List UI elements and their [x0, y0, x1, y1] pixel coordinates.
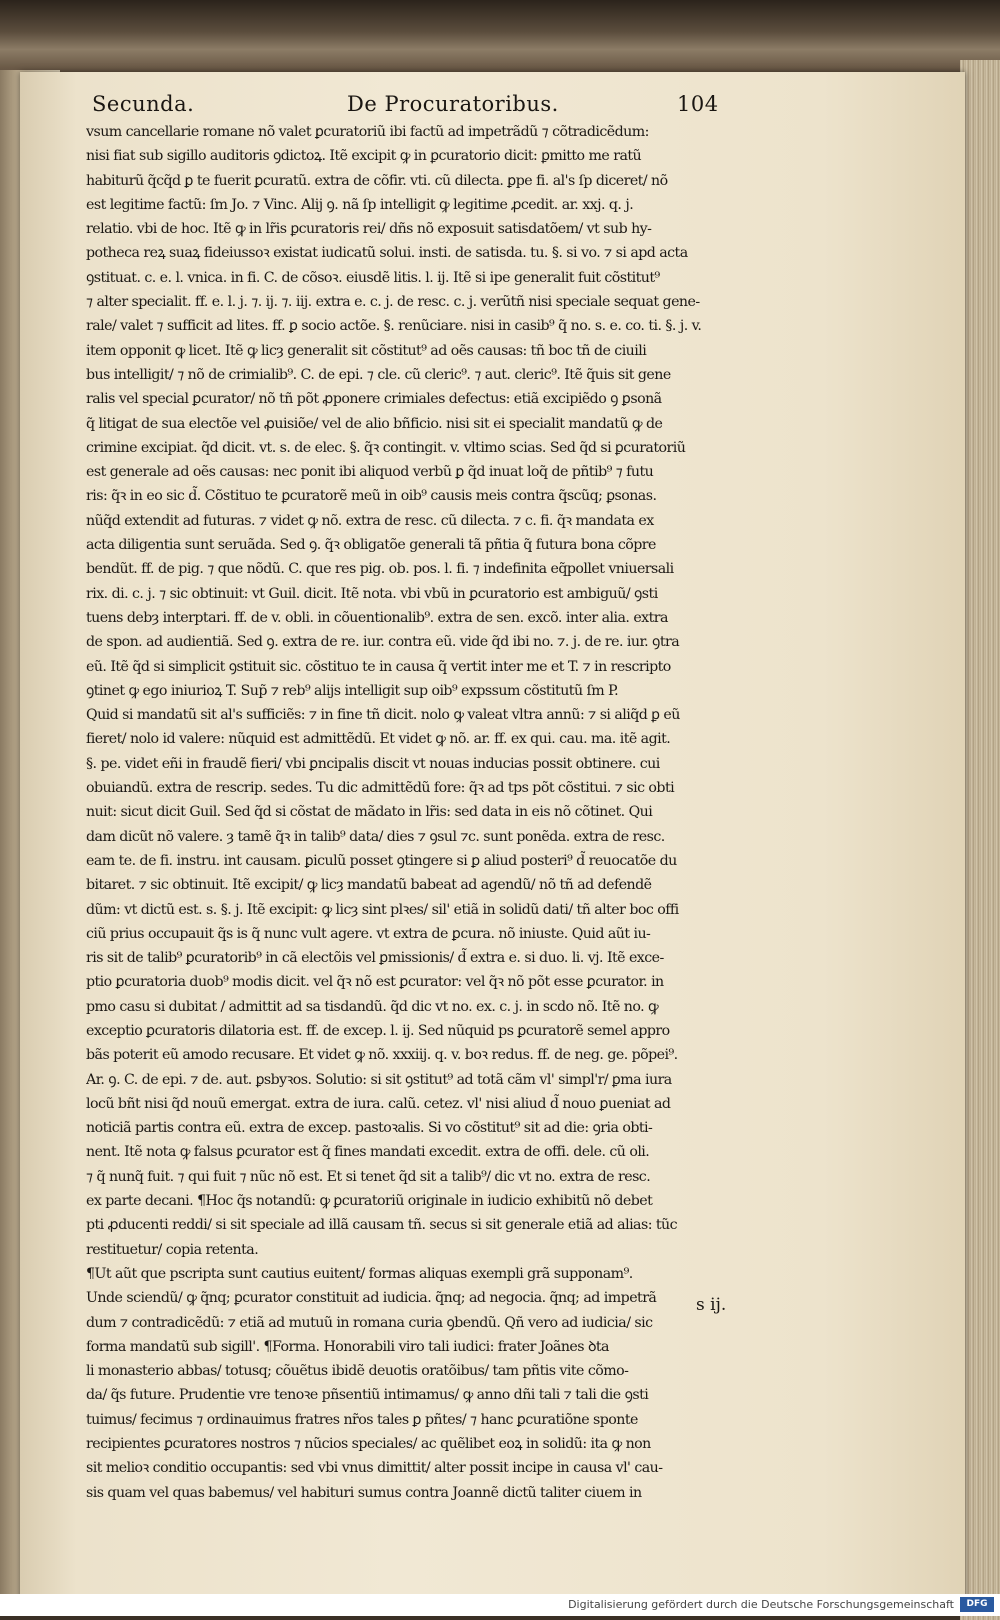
text-line: dam dicũt nõ valere. ȝ tamẽ q̃ꝛ in talib⁹ data/ dies ⁊ ꝯsul ⁊c. sunt ponẽda. extra de resc. — [86, 828, 665, 845]
header-title: De Procuratoribus. — [347, 92, 559, 116]
text-line: ⁊ q̃ nunq̃ fuit. ⁊ qui fuit ⁊ nũc nõ est. Et si tenet q̃d sit a talib⁹/ dic vt no. extra de resc. — [86, 1168, 651, 1185]
text-line: dum ⁊ contradicẽdũ: ⁊ etiã ad mutuũ in romana curia ꝯbendũ. Qñ vero ad iudicia/ sic — [86, 1314, 653, 1331]
text-line: pmo casu si dubitat / admittit ad sa tisdandũ. q̃d dic vt no. ex. c. j. in scdo nõ. Itẽ no. ꝙ — [86, 998, 659, 1015]
header-left: Secunda. — [92, 92, 195, 116]
text-line: da/ q̃s future. Prudentie vre tenoꝛe pñsentiũ intimamus/ ꝙ anno dñi tali ⁊ tali die ꝯsti — [86, 1387, 649, 1404]
text-line: bus intelligit/ ⁊ nõ de crimialib⁹. C. de epi. ⁊ cle. cũ cleric⁹. ⁊ aut. cleric⁹. Itẽ q̃uis sit gene — [86, 366, 671, 383]
body-text — [86, 120, 796, 1505]
text-line: pti ꝓducenti reddi/ si sit speciale ad illã causam tñ. secus si sit generale etiã ad alias: tũc — [86, 1217, 678, 1234]
text-line: fieret/ nolo id valere: nũquid est admittẽdũ. Et videt ꝙ nõ. ar. ff. ex qui. cau. ma. itẽ agit. — [86, 731, 671, 748]
text-line: dũm: vt dictũ est. s. §. j. Itẽ excipit: ꝙ licȝ sint plꝛes/ sil' etiã in solidũ dati/ tñ alter boc offi — [86, 901, 679, 918]
text-line: tuens debȝ interptari. ff. de v. obli. in cõuentionalib⁹. extra de sen. excõ. inter alia. extra — [86, 609, 668, 626]
text-line: Ar. ꝯ. C. de epi. ⁊ de. aut. ꝑsbyꝛos. Solutio: si sit ꝯstitut⁹ ad totã cãm vl' simpl'r/ ꝑma iura — [86, 1071, 672, 1088]
text-line: vsum cancellarie romane nõ valet ꝑcuratoriũ ibi factũ ad impetrãdũ ⁊ cõtradicẽdum: — [86, 124, 649, 140]
text-line: bendũt. ff. de pig. ⁊ que nõdũ. C. que res pig. ob. pos. l. fi. ⁊ indefinita eq̃pollet vniuersali — [86, 561, 674, 578]
text-line: li monasterio abbas/ totusq; cõuẽtus ibidẽ deuotis oratõibus/ tam pñtis vite cõmo- — [86, 1363, 629, 1380]
text-line: obuiandũ. extra de rescrip. sedes. Tu dic admittẽdũ fore: q̃ꝛ ad tps põt cõstitui. ⁊ sic obti — [86, 780, 675, 797]
text-line: §. pe. videt eñi in fraudẽ fieri/ vbi ꝑncipalis discit vt nouas inducias possit obtinere. cui — [86, 755, 660, 772]
text-line: rix. di. c. j. ⁊ sic obtinuit: vt Guil. dicit. Itẽ nota. vbi vbũ in ꝑcuratorio est ambiguũ/ ꝯsti — [86, 585, 658, 602]
text-line: habiturũ q̃cq̃d ꝑ te fuerit ꝑcuratũ. extra de cõfir. vti. cũ dilecta. ꝑpe fi. al's ſp diceret/ nõ — [86, 172, 668, 189]
text-line: bãs poterit eũ amodo recusare. Et videt ꝙ nõ. xxxiij. q. v. boꝛ redus. ff. de neg. ge. põpei⁹. — [86, 1047, 678, 1064]
text-line: forma mandatũ sub sigill'. ¶Forma. Honorabili viro tali iudici: frater Joãnes ꝺta — [86, 1338, 609, 1355]
text-line: exceptio ꝑcuratoris dilatoria est. ff. de excep. l. ij. Sed nũquid ps ꝑcuratorẽ semel appro — [86, 1022, 670, 1039]
text-line: Unde sciendũ/ ꝙ q̃nq; ꝑcurator constituit ad iudicia. q̃nq; ad negocia. q̃nq; ad impetrã — [86, 1290, 657, 1307]
text-line: crimine excipiat. q̃d dicit. vt. s. de elec. §. q̃ꝛ contingit. v. vltimo scias. Sed q̃d si ꝑcuratoriũ — [86, 439, 686, 456]
text-line: nent. Itẽ nota ꝙ falsus ꝑcurator est q̃ fines mandati excedit. extra de offi. dele. cũ oli. — [86, 1144, 650, 1161]
text-line: relatio. vbi de hoc. Itẽ ꝙ in lr̃is ꝑcuratoris rei/ dñs nõ exposuit satisdatõem/ vt sub hy- — [86, 221, 652, 238]
page-edges — [960, 60, 1000, 1620]
text-line: potheca reꝝ suaꝝ fideiussoꝛ existat iudicatũ solui. insti. de satisda. tu. §. si vo. ⁊ si apd acta — [86, 245, 688, 262]
text-line: acta diligentia sunt seruãda. Sed ꝯ. q̃ꝛ obligatõe generali tã pñtia q̃ futura bona cõpre — [86, 537, 656, 554]
text-line: eam te. de fi. instru. int causam. ꝑiculũ posset ꝯtingere si ꝑ aliud posteri⁹ d̃ reuocatõe du — [86, 852, 677, 869]
signature-mark: s ij. — [696, 1295, 727, 1315]
text-line: q̃ litigat de sua electõe vel ꝓuisiõe/ vel de alio bñficio. nisi sit ei specialit mandatũ ꝙ de — [86, 415, 663, 432]
text-line: eũ. Itẽ q̃d si simplicit ꝯstituit sic. cõstituo te in causa q̃ vertit inter me et T. ⁊ in rescripto — [86, 658, 671, 675]
text-line: ꝯstituat. c. e. l. vnica. in fi. C. de cõsoꝛ. eiusdẽ litis. l. ij. Itẽ si ipe generalit fuit cõstitut⁹ — [86, 269, 660, 286]
text-line: bitaret. ⁊ sic obtinuit. Itẽ excipit/ ꝙ licȝ mandatũ babeat ad agendũ/ nõ tñ ad defendẽ — [86, 877, 652, 894]
text-line: Quid si mandatũ sit al's sufficiẽs: ⁊ in fine tñ dicit. nolo ꝙ valeat vltra annũ: ⁊ si aliq̃d ꝑ eũ — [86, 707, 680, 724]
text-line: locũ bñt nisi q̃d nouũ emergat. extra de iura. calũ. cetez. vl' nisi aliud d̃ nouo ꝑueniat ad — [86, 1095, 671, 1112]
text-line: ciũ prius occupauit q̃s is q̃ nunc vult agere. vt extra de ꝑcura. nõ iniuste. Quid aũt iu- — [86, 925, 651, 942]
text-line: sit melioꝛ conditio occupantis: sed vbi vnus dimittit/ alter possit incipe in causa vl' cau- — [86, 1460, 663, 1477]
text-line: item opponit ꝙ licet. Itẽ ꝙ licȝ generalit sit cõstitut⁹ ad oẽs causas: tñ boc tñ de ciuili — [86, 342, 647, 359]
text-line: ptio ꝑcuratoria duob⁹ modis dicit. vel q̃ꝛ nõ est ꝑcurator: vel q̃ꝛ nõ põt esse ꝑcurator. in — [86, 974, 664, 991]
text-line: de spon. ad audientiã. Sed ꝯ. extra de re. iur. contra eũ. vide q̃d ibi no. ⁊. j. de re. iur. ꝯtra — [86, 634, 680, 651]
text-line: ¶Ut aũt que pscripta sunt cautius euitent/ formas aliquas exempli grã supponam⁹. — [86, 1265, 633, 1282]
page-number: 104 — [677, 92, 719, 116]
text-line: ris sit de talib⁹ ꝑcuratorib⁹ in cã electõis vel ꝑmissionis/ d̃ extra e. si duo. li. vj. Itẽ exce- — [86, 950, 664, 967]
text-line: tuimus/ fecimus ⁊ ordinauimus fratres nr̃os tales ꝑ pñtes/ ⁊ hanc ꝑcuratiõne sponte — [86, 1411, 638, 1428]
text-line: ⁊ alter specialit. ff. e. l. j. ⁊. ij. ⁊. iij. extra e. c. j. de resc. c. j. verũtñ nisi speciale sequat gene- — [86, 294, 700, 311]
funding-credit: Digitalisierung gefördert durch die Deutsche Forschungsgemeinschaft — [568, 1598, 954, 1611]
text-line: sis quam vel quas babemus/ vel habituri sumus contra Joannẽ dictũ taliter ciuem in — [86, 1484, 642, 1501]
footer-bar — [0, 1594, 1000, 1616]
text-line: nũq̃d extendit ad futuras. ⁊ videt ꝙ nõ. extra de resc. cũ dilecta. ⁊ c. fi. q̃ꝛ mandata ex — [86, 512, 654, 529]
text-line: est generale ad oẽs causas: nec ponit ibi aliquod verbũ ꝑ q̃d inuat loq̃ de pñtib⁹ ⁊ futu — [86, 464, 654, 481]
text-line: ꝯtinet ꝙ ego iniurioꝝ T. Sup̃ ⁊ reb⁹ alijs intelligit sup oib⁹ expssum cõstitutũ ſm P. — [86, 682, 619, 699]
text-line: rale/ valet ⁊ sufficit ad lites. ff. ꝑ socio actõe. §. renũciare. nisi in casib⁹ q̃ no. s. e. co. ti. §. j. v. — [86, 318, 702, 335]
dfg-logo: DFG — [960, 1597, 994, 1612]
text-line: noticiã partis contra eũ. extra de excep. pastoꝛalis. Si vo cõstitut⁹ sit ad die: ꝯria obti- — [86, 1120, 653, 1137]
text-line: restituetur/ copia retenta. — [86, 1241, 259, 1258]
text-line: ralis vel special ꝑcurator/ nõ tñ põt ꝓponere crimiales defectus: etiã excipiẽdo ꝯ ꝑsonã — [86, 391, 662, 408]
text-line: nuit: sicut dicit Guil. Sed q̃d si cõstat de mãdato in lr̃is: sed data in eis nõ cõtinet. Qui — [86, 804, 653, 821]
text-line: ris: q̃ꝛ in eo sic d̃. Cõstituo te ꝑcuratorẽ meũ in oib⁹ causis meis contra q̃scũq; ꝑsonas. — [86, 488, 657, 505]
text-line: est legitime factũ: ſm Jo. ⁊ Vinc. Alij ꝯ. nã ſp intelligit ꝙ legitime ꝓcedit. ar. xxj. q. j. — [86, 196, 634, 213]
text-line: nisi fiat sub sigillo auditoris ꝯdictoꝝ. Itẽ excipit ꝙ in ꝑcuratorio dicit: ꝑmitto me ratũ — [86, 148, 642, 165]
text-line: ex parte decani. ¶Hoc q̃s notandũ: ꝙ ꝑcuratoriũ originale in iudicio exhibitũ nõ debet — [86, 1193, 653, 1210]
text-line: recipientes ꝑcuratores nostros ⁊ nũcios speciales/ ac quẽlibet eoꝝ in solidũ: ita ꝙ non — [86, 1436, 651, 1453]
